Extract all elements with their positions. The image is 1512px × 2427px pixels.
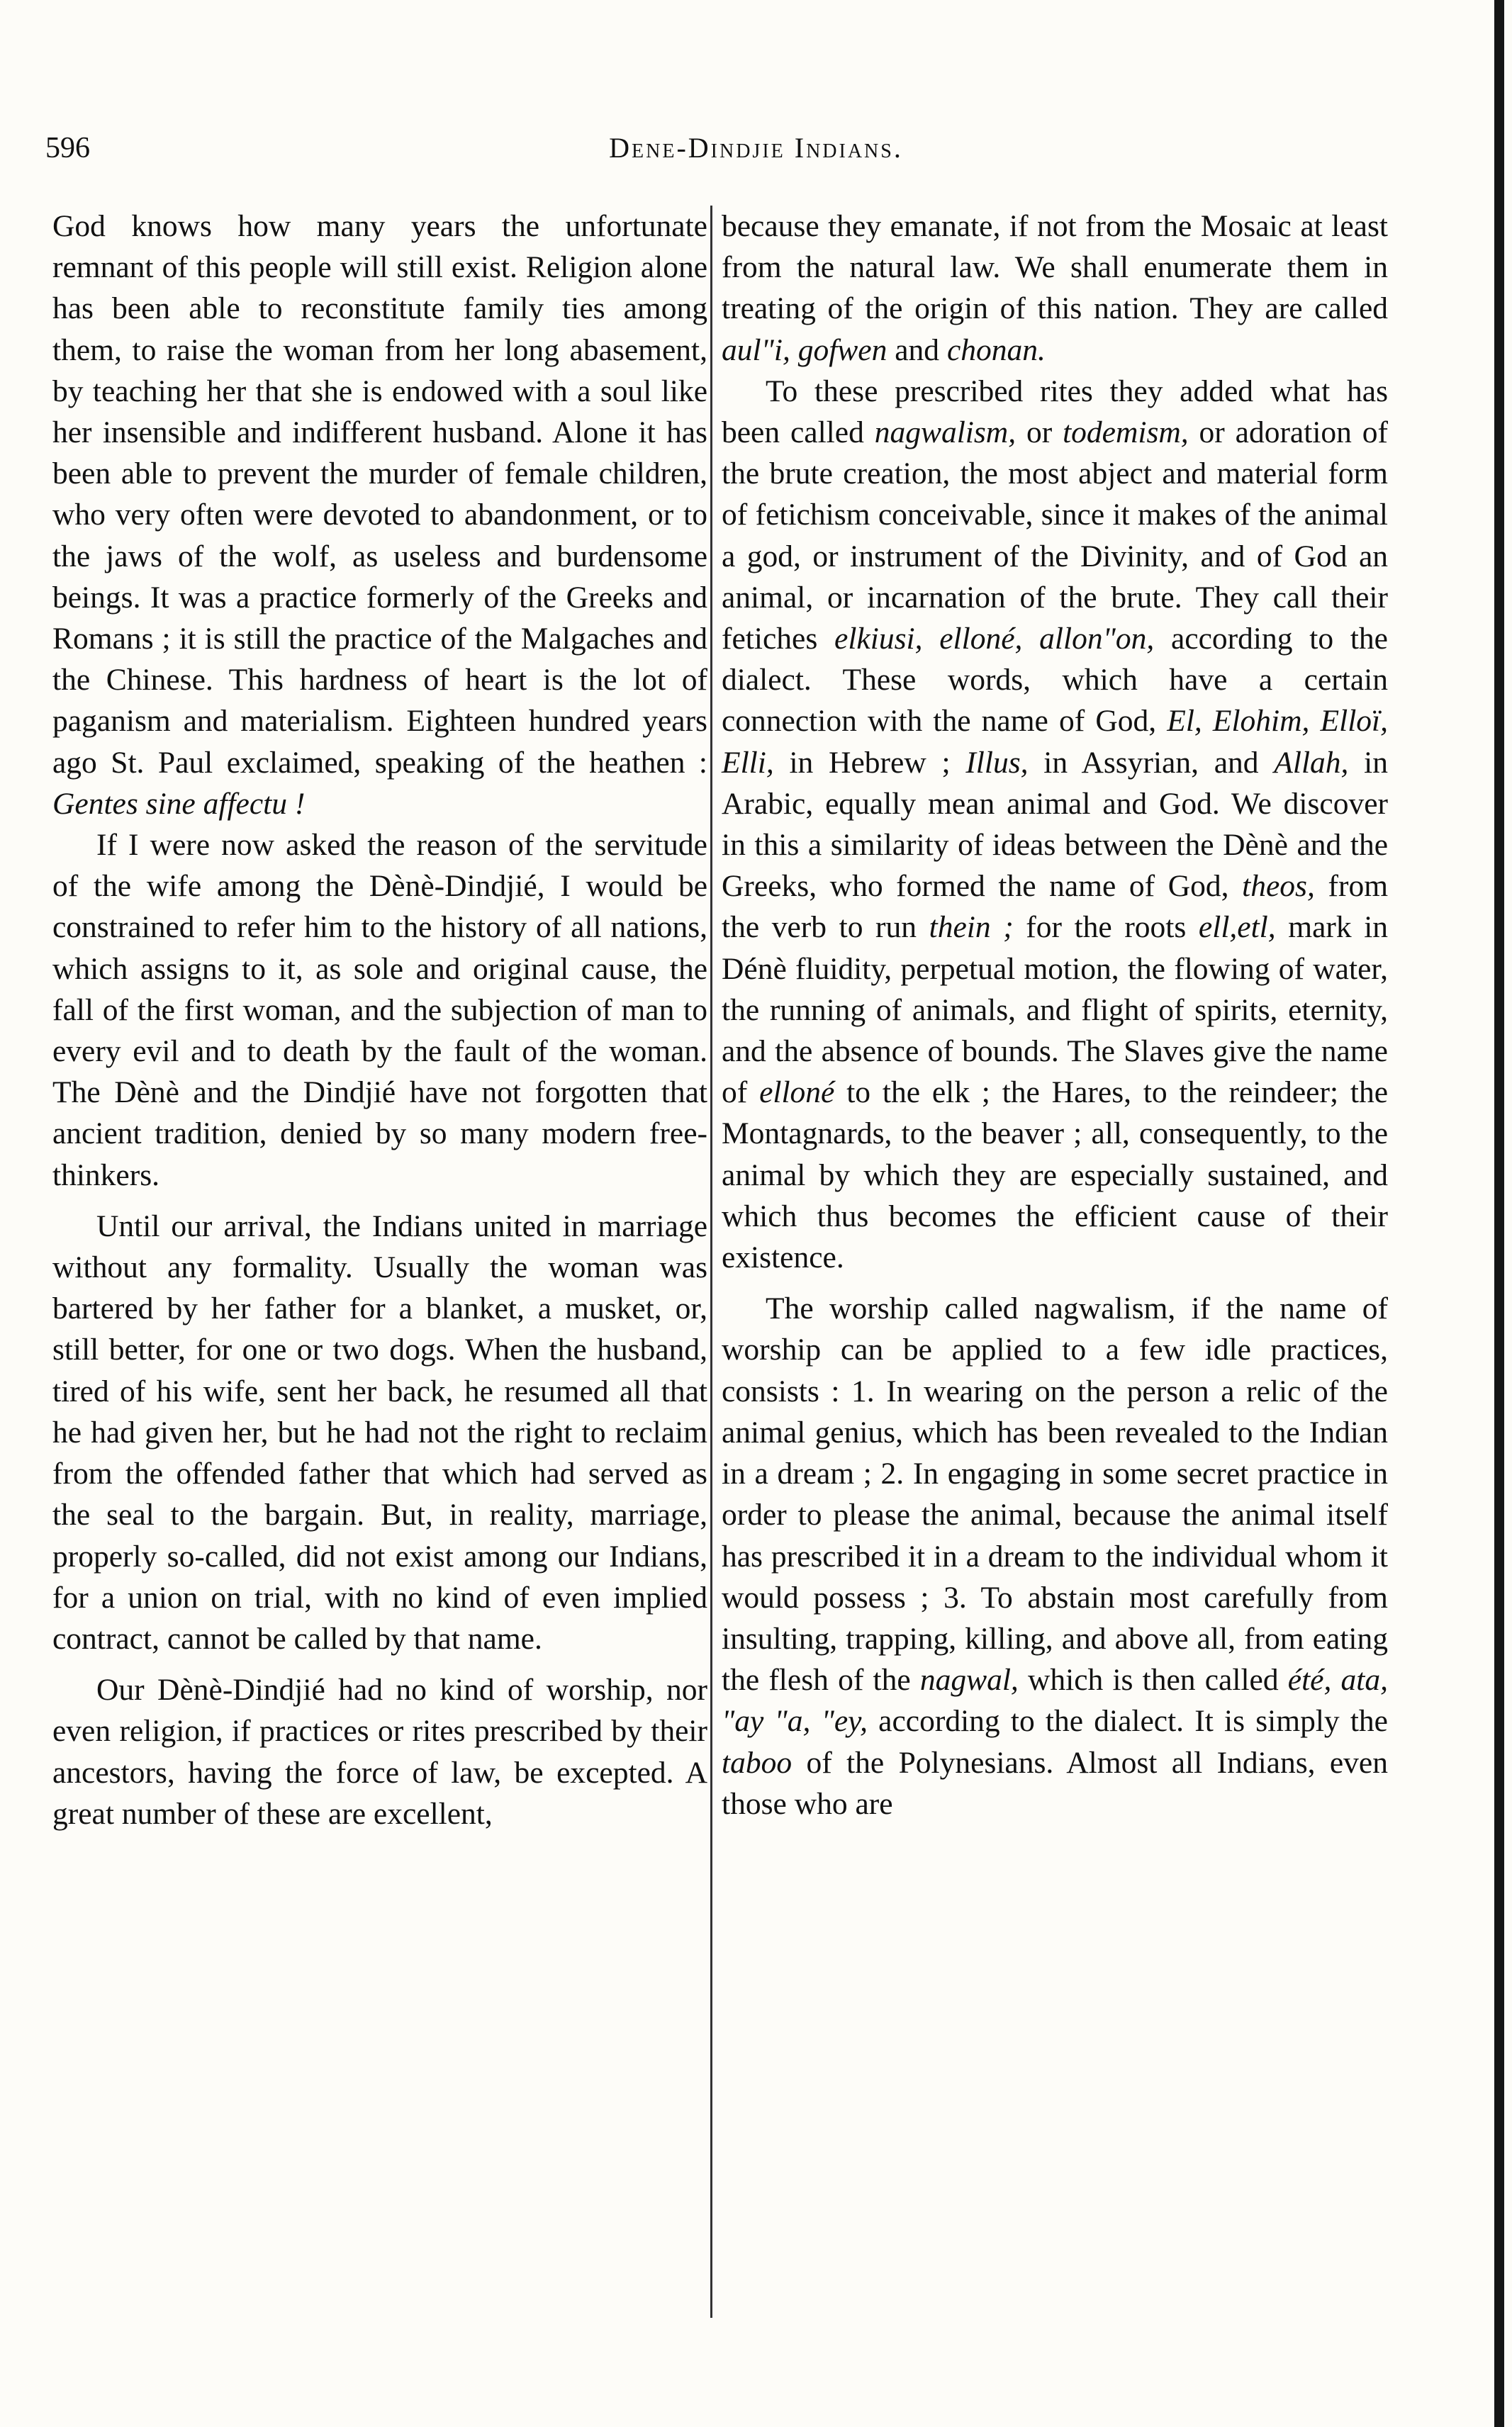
paragraph-text: for the roots [1026,910,1187,945]
paragraph-text: according to the dialect. It is simply the [878,1704,1388,1739]
native-term: chonan. [946,332,1046,367]
page-number: 596 [45,132,90,164]
column-divider [710,206,712,2318]
native-term: elkiusi, elloné, allon"on, [834,622,1155,656]
latin-quote: Gentes sine affectu ! [52,786,306,821]
assyrian-term: Illus, [965,745,1029,780]
paragraph-text: in Arabic, equally mean animal and God. We discover in this a similarity of ideas between the Dènè and the Greeks, who formed the name of God, [722,745,1389,904]
paragraph-text: according to the dialect. These words, which have a certain connection with the name of God, [722,622,1388,739]
hebrew-term: El, Elohim, Elloï, Elli, [722,704,1388,780]
page-edge-shadow [1494,0,1504,2427]
paragraph-text: To these prescribed rites they added what has been called [722,374,1388,450]
paragraph: If I were now asked the reason of the servitude of the wife among the Dènè-Dindjié, I would be constrained to refer him to the history of all nations, which assigns to it, as sole and original cause, the fall of the first woman, and the subjection of man to every evil and to death by the fault of the woman. The Dènè and the Dindjié have not forgotten that ancient tradition, denied by so many modern free-thinkers. [52,828,707,1192]
arabic-term: Allah, [1274,745,1349,780]
paragraph: Our Dènè-Dindjié had no kind of worship, nor even religion, if practices or rites prescribed by their ancestors, having the force of law, be excepted. A great number of these are excellent, [52,1673,707,1831]
root-term: ell,etl, [1198,910,1276,945]
native-term: aul"i, [722,332,790,367]
greek-term: thein ; [929,910,1014,945]
italic-term: todemism, [1063,415,1189,450]
paragraph [722,1288,1388,1825]
paragraph-text: of the Polynesians. Almost all Indians, even those who are [722,1745,1388,1821]
paragraph-text: or adoration of the brute creation, the most abject and material form of fetichism conceivable, since it makes of the animal a god, or instrument of the Divinity, and of God an animal, or incarnation of the brute. They call their fetiches [722,415,1389,656]
native-term: été, ata, "ay "a, "ey, [722,1663,1388,1739]
running-head [0,131,1512,174]
paragraph-text: God knows how many years the unfortunate remnant of this people will still exist. Religion alone has been able to reconstitute family ties among them, to raise the woman from her long abasement, by teaching her that she is endowed with a soul like her insensible and indifferent husband. Alone it has been able to prevent the murder of female children, who very often were devoted to abandonment, or to the jaws of the wolf, as useless and burdensome beings. It was a practice formerly of the Greeks and Romans ; it is still the practice of the Malgaches and the Chinese. This hardness of heart is the lot of paganism and materialism. Eighteen hundred years ago St. Paul exclaimed, speaking of the heathen : [52,209,707,780]
paragraph [722,371,1388,1278]
native-term: elloné [759,1075,835,1110]
italic-term: taboo [722,1745,793,1780]
paragraph-text: from the verb to run [722,869,1389,945]
greek-term: theos, [1242,869,1315,904]
paragraph-text: to the elk ; the Hares, to the reindeer; the Montagnards, to the beaver ; all, consequently, to the animal by which they are especially sustained, and which thus becomes the efficient cause of their existence. [722,1075,1388,1275]
native-term: nagwal, [919,1663,1019,1698]
paragraph: Until our arrival, the Indians united in marriage without any formality. Usually the woman was bartered by her father for a blanket, a musket, or, still better, for one or two dogs. When the husband, tired of his wife, sent her back, he resumed all that he had given her, but he had not the right to reclaim from the offended father that which had served as the seal to the bargain. But, in reality, marriage, properly so-called, did not exist among our Indians, for a union on trial, with no kind of even implied contract, cannot be called by that name. [52,1209,707,1656]
right-column [722,206,1388,1825]
paragraph-text: in Assyrian, and [1043,745,1259,780]
paragraph-text: in Hebrew ; [789,745,951,780]
paragraph [722,206,1388,371]
paragraph-text: or [1026,415,1053,450]
paragraph [52,206,707,824]
paragraph-text: mark in Dénè fluidity, perpetual motion, the flowing of water, the running of animals, and flight of spirits, eternity, and the absence of bounds. The Slaves give the name of [722,910,1389,1110]
paragraph-text: which is then called [1027,1663,1279,1698]
native-term: gofwen [797,332,887,367]
left-column [52,206,707,1834]
italic-term: nagwalism, [874,415,1017,450]
paragraph-text: and [895,332,940,367]
running-title: Dene-Dindjie Indians. [609,132,903,164]
paragraph-text: because they emanate, if not from the Mosaic at least from the natural law. We shall enumerate them in treating of the origin of this nation. They are called [722,209,1388,326]
paragraph-text: The worship called nagwalism, if the name of worship can be applied to a few idle practices, consists : 1. In wearing on the person a relic of the animal genius, which has been revealed to the Indian in a dream ; 2. In engaging in some secret practice in order to please the animal, because the animal itself has prescribed it in a dream to the individual whom it would possess ; 3. To abstain most carefully from insulting, trapping, killing, and above all, from eating the flesh of the [722,1291,1388,1698]
